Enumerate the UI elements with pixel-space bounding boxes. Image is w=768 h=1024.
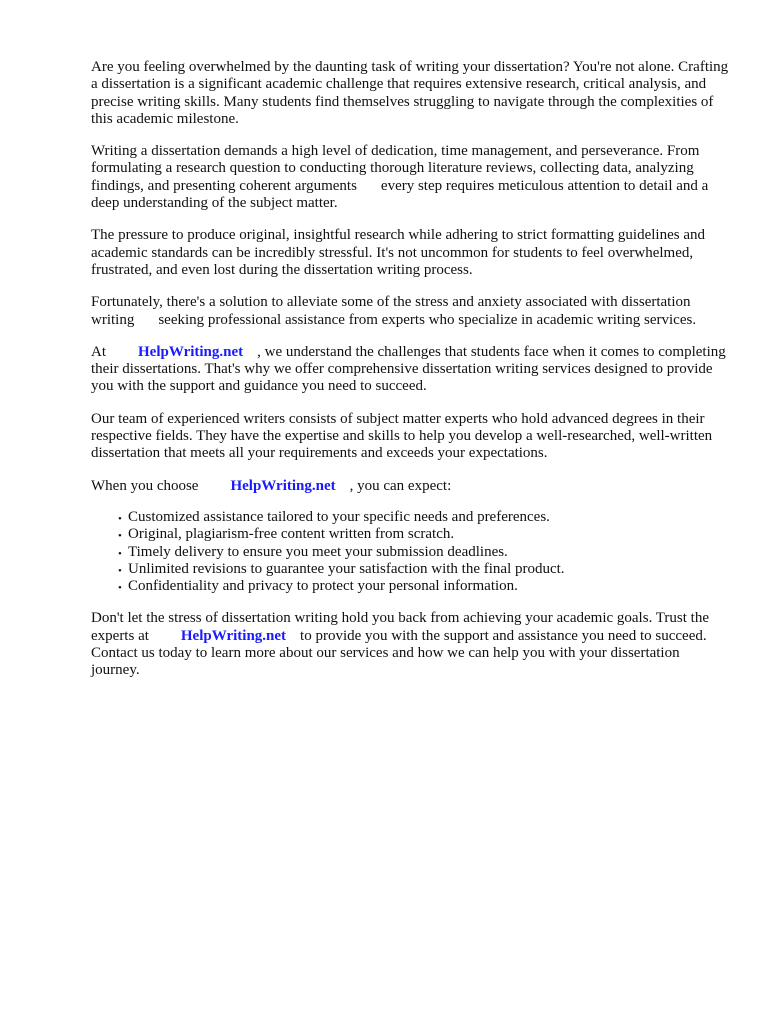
list-item: [118, 509, 731, 526]
list-item-text: Unlimited revisions to guarantee your satisfaction with the final product.: [128, 560, 565, 577]
helpwriting-link[interactable]: HelpWriting.net: [138, 343, 244, 360]
bullet-icon: •: [118, 564, 122, 577]
expect-paragraph: [91, 478, 731, 495]
solution-text-start: Fortunately, there's a solution to alleviate some of the stress and anxiety associated with dissertation writing: [91, 294, 691, 328]
document-page: [91, 59, 731, 695]
expect-text-end: , you can expect:: [349, 477, 452, 494]
helpwriting-link[interactable]: HelpWriting.net: [230, 477, 336, 494]
bullet-icon: •: [118, 547, 122, 560]
intro-paragraph: Are you feeling overwhelmed by the daunting task of writing your dissertation? You're not alone. Crafting a dissertation is a significant academic challenge that requires extensive research, critical analysis, and precise writing skills. Many students find themselves struggling to navigate through the complexities of this academic milestone.: [91, 59, 729, 127]
helpwriting-link[interactable]: HelpWriting.net: [180, 627, 287, 644]
list-item-text: Confidentiality and privacy to protect your personal information.: [128, 578, 518, 595]
bullet-icon: •: [118, 582, 122, 595]
about-text-start: At: [91, 343, 106, 360]
closing-text-start: Don't let the stress of dissertation writing hold you back from achieving your academic goals. Trust the experts at: [91, 610, 710, 644]
bullet-icon: •: [118, 530, 122, 543]
list-item: [118, 526, 731, 543]
about-text-end: , we understand the challenges that students face when it comes to completing their dissertations. That's why we offer comprehensive dissertation writing services designed to provide you with the support and guidance you need to succeed.: [91, 343, 726, 395]
benefits-list: [91, 509, 731, 595]
team-paragraph: Our team of experienced writers consists of subject matter experts who hold advanced degrees in their respective fields. They have the expertise and skills to help you develop a well-researched, well-written dissertation that meets all your requirements and exceeds your expectations.: [91, 410, 713, 462]
solution-paragraph: [91, 294, 731, 329]
expect-text-start: When you choose: [91, 477, 199, 494]
list-item: [118, 561, 731, 578]
closing-text-end: to provide you with the support and assistance you need to succeed. Contact us today to learn more about our services and how we can help you with your dissertation journey.: [91, 627, 707, 679]
pressure-paragraph: The pressure to produce original, insightful research while adhering to strict formatting guidelines and academic standards can be incredibly stressful. It's not uncommon for students to feel overwhelmed, frustrated, and even lost during the dissertation writing process.: [91, 227, 705, 278]
dedication-text-end: every step requires meticulous attention to detail and a deep understanding of the subject matter.: [91, 177, 709, 212]
list-item: [118, 578, 731, 595]
dedication-text-start: Writing a dissertation demands a high level of dedication, time management, and perseverance. From formulating a research question to conducting thorough literature reviews, collecting data, analyzing findings, and presenting coherent arguments: [91, 143, 700, 194]
list-item: [118, 544, 731, 561]
list-item-text: Timely delivery to ensure you meet your submission deadlines.: [128, 543, 508, 560]
about-paragraph: [91, 344, 731, 396]
dedication-paragraph: [91, 143, 731, 212]
bullet-icon: •: [118, 512, 122, 525]
list-item-text: Customized assistance tailored to your specific needs and preferences.: [128, 508, 550, 525]
closing-paragraph: [91, 610, 731, 679]
list-item-text: Original, plagiarism-free content written from scratch.: [128, 526, 455, 543]
solution-text-end: seeking professional assistance from experts who specialize in academic writing services.: [158, 311, 697, 328]
